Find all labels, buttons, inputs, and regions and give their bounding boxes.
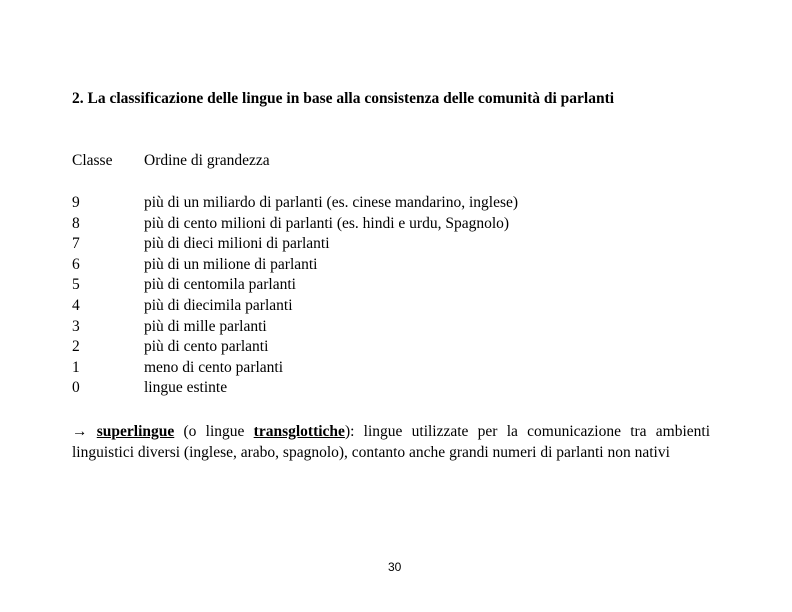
class-description: più di centomila parlanti <box>144 276 296 294</box>
table-row <box>72 214 712 235</box>
table-row <box>72 296 712 317</box>
paragraph-text: ): lingue utilizzate per la comunicazione tra ambienti linguistici diversi (inglese, arabo, spagnolo), contanto anche grandi numeri di parlanti non nativi <box>72 423 711 461</box>
class-number: 4 <box>72 296 80 314</box>
class-number: 6 <box>72 255 80 273</box>
class-number: 9 <box>72 194 80 211</box>
table-row <box>72 234 712 255</box>
table-row <box>72 358 712 379</box>
class-number: 0 <box>72 379 80 397</box>
class-description: più di mille parlanti <box>144 317 267 335</box>
column-header-ordine: Ordine di grandezza <box>144 152 270 169</box>
class-description: meno di cento parlanti <box>144 358 284 376</box>
term-transglottiche: transglottiche <box>253 423 345 440</box>
class-description: più di diecimila parlanti <box>144 296 293 314</box>
paragraph-text: (o lingue <box>183 423 245 440</box>
class-description: più di dieci milioni di parlanti <box>144 235 330 253</box>
table-row <box>72 255 712 276</box>
table-row <box>72 337 712 358</box>
class-number: 1 <box>72 358 80 376</box>
term-superlingue: superlingue <box>96 423 175 440</box>
class-number: 3 <box>72 317 80 335</box>
class-description: più di cento parlanti <box>144 338 269 356</box>
class-description: lingue estinte <box>144 379 228 397</box>
table-row <box>72 193 712 214</box>
section-heading: 2. La classificazione delle lingue in base alla consistenza delle comunità di parlanti <box>72 90 615 107</box>
class-description: più di cento milioni di parlanti (es. hindi e urdu, Spagnolo) <box>144 214 510 232</box>
class-number: 2 <box>72 338 80 356</box>
class-number: 8 <box>72 214 80 232</box>
superlingue-paragraph <box>72 421 710 463</box>
table-row <box>72 378 712 399</box>
arrow-icon: → <box>72 423 88 440</box>
table-row <box>72 317 712 338</box>
table-row <box>72 275 712 296</box>
class-description: più di un milione di parlanti <box>144 255 318 273</box>
page-number: 30 <box>388 560 402 574</box>
class-number: 5 <box>72 276 80 294</box>
column-header-classe: Classe <box>72 152 113 169</box>
class-number: 7 <box>72 235 80 253</box>
classification-table <box>72 193 712 399</box>
class-description: più di un miliardo di parlanti (es. cinese mandarino, inglese) <box>144 194 519 211</box>
